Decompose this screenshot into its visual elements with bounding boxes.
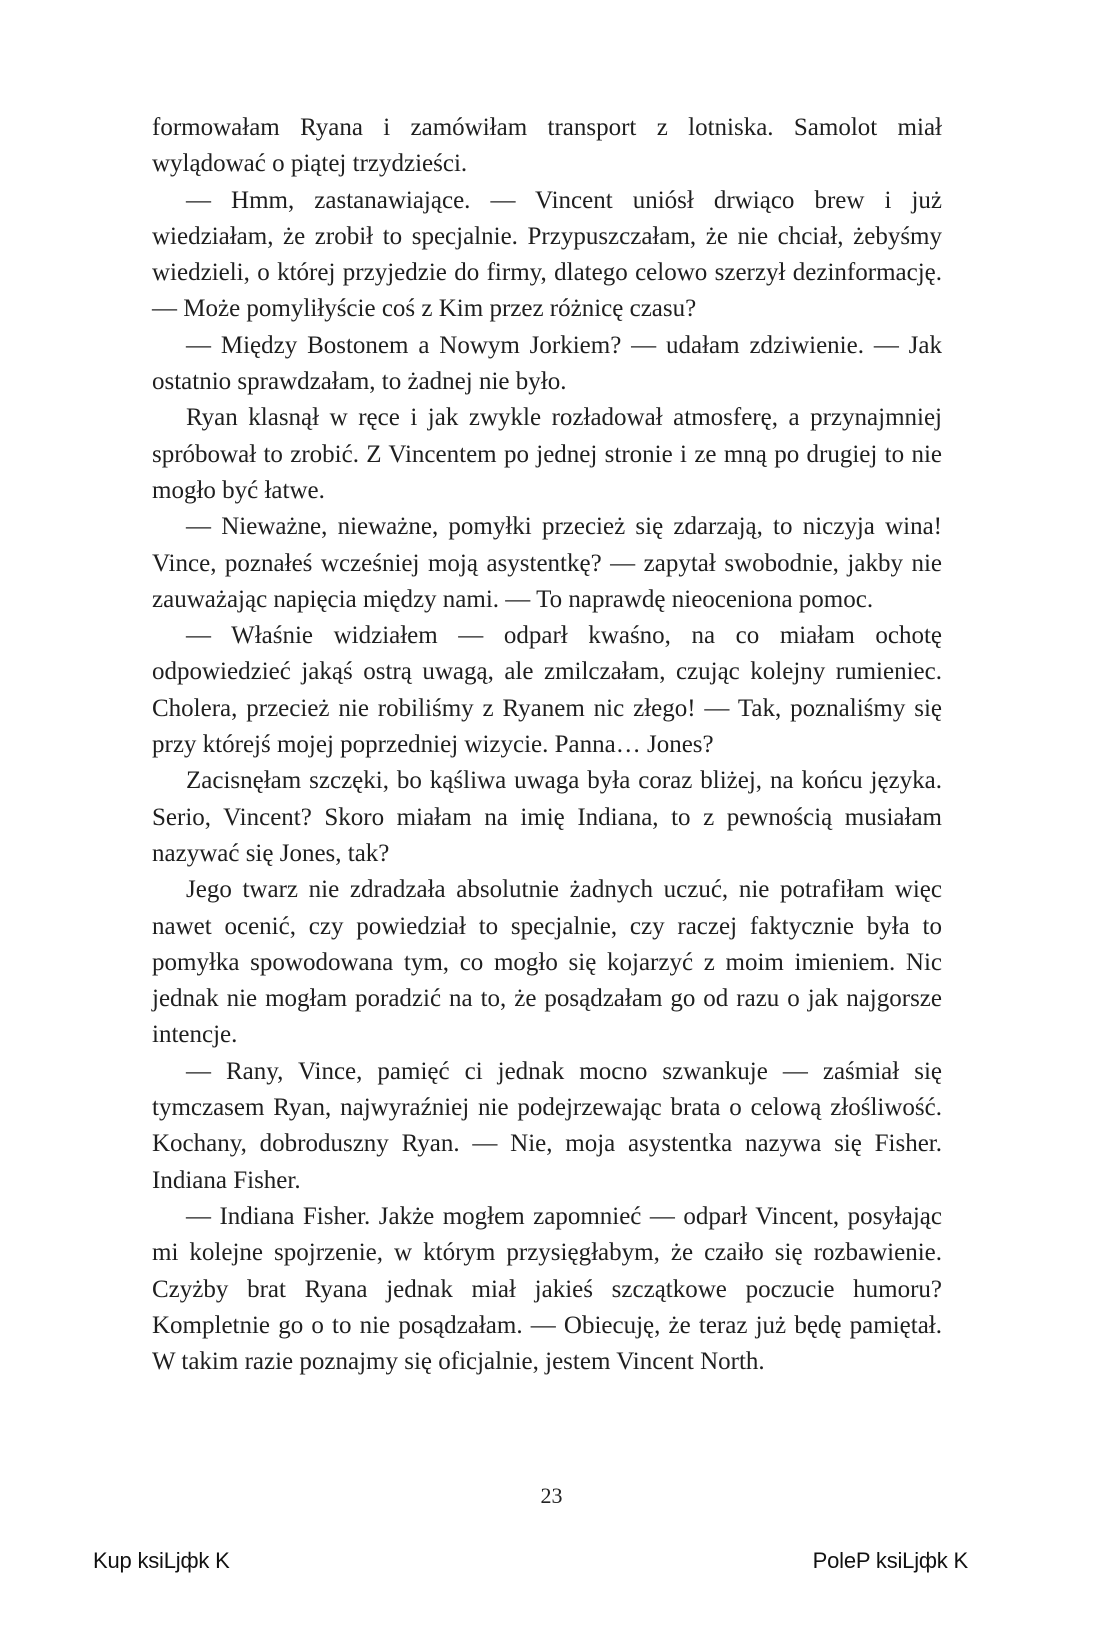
page-number: 23 [540,1483,563,1508]
paragraph: — Właśnie widziałem — odparł kwaśno, na co miałam ochotę odpowiedzieć jakąś ostrą uwagą, ale zmilczałam, czując kolejny rumieniec. Cholera, przecież nie robiliśmy z Ryanem nic złego! — Tak, poznaliśmy się przy którejś mojej poprzedniej wizycie. Panna… Jones? [152,622,942,759]
paragraph: — Rany, Vince, pamięć ci jednak mocno szwankuje — zaśmiał się tymczasem Ryan, najwyraźniej nie podejrzewając brata o celową złośliwość. Kochany, dobroduszny Ryan. — Nie, moja asystentka nazywa się Fisher. Indiana Fisher. [152,1057,942,1194]
paragraph: Jego twarz nie zdradzała absolutnie żadnych uczuć, nie potrafiłam więc nawet ocenić, czy powiedział to specjalnie, czy raczej faktycznie była to pomyłka spowodowana tym, co mogło się kojarzyć z moim imieniem. Nic jednak nie mogłam poradzić na to, że posądzałam go od razu o jak najgorsze intencje. [152,876,942,1049]
page-body-text [152,110,942,1380]
paragraph: — Indiana Fisher. Jakże mogłem zapomnieć — odparł Vincent, posyłając mi kolejne spojrzenie, w którym przysięgłabym, że czaiło się rozbawienie. Czyżby brat Ryana jednak miał jakieś szczątkowe poczucie humoru? Kompletnie go o to nie posądzałam. — Obiecuję, że teraz już będę pamiętał. W takim razie poznajmy się oficjalnie, jestem Vincent North. [152,1202,942,1376]
paragraph: — Między Bostonem a Nowym Jorkiem? — udałam zdziwienie. — Jak ostatnio sprawdzałam, to żadnej nie było. [152,331,942,396]
paragraph: Ryan klasnął w ręce i jak zwykle rozładował atmosferę, a przynajmniej spróbował to zrobić. Z Vincentem po jednej stronie i ze mną po drugiej to nie mogło być łatwe. [152,404,942,504]
recommend-book-link[interactable]: PoleP ksiLjфk K [812,1548,968,1573]
paragraph: formowałam Ryana i zamówiłam transport z lotniska. Samolot miał wylądować o piątej trzydzieści. [152,114,942,178]
paragraph: — Hmm, zastanawiające. — Vincent uniósł drwiąco brew i już wiedziałam, że zrobił to specjalnie. Przypuszczałam, że nie chciał, żebyśmy wiedzieli, o której przyjedzie do firmy, dlatego celowo szerzył dezinformację. — Może pomyliłyście coś z Kim przez różnicę czasu? [152,186,942,323]
paragraph: — Nieważne, nieważne, pomyłki przecież się zdarzają, to niczyja wina! Vince, poznałeś wcześniej moją asystentkę? — zapytał swobodnie, jakby nie zauważając napięcia między nami. — To naprawdę nieoceniona pomoc. [152,513,942,613]
paragraph: Zacisnęłam szczęki, bo kąśliwa uwaga była coraz bliżej, na końcu języka. Serio, Vincent? Skoro miałam na imię Indiana, to z pewnością musiałam nazywać się Jones, tak? [152,767,942,867]
buy-book-link[interactable]: Kup ksiLjфk K [93,1548,230,1573]
